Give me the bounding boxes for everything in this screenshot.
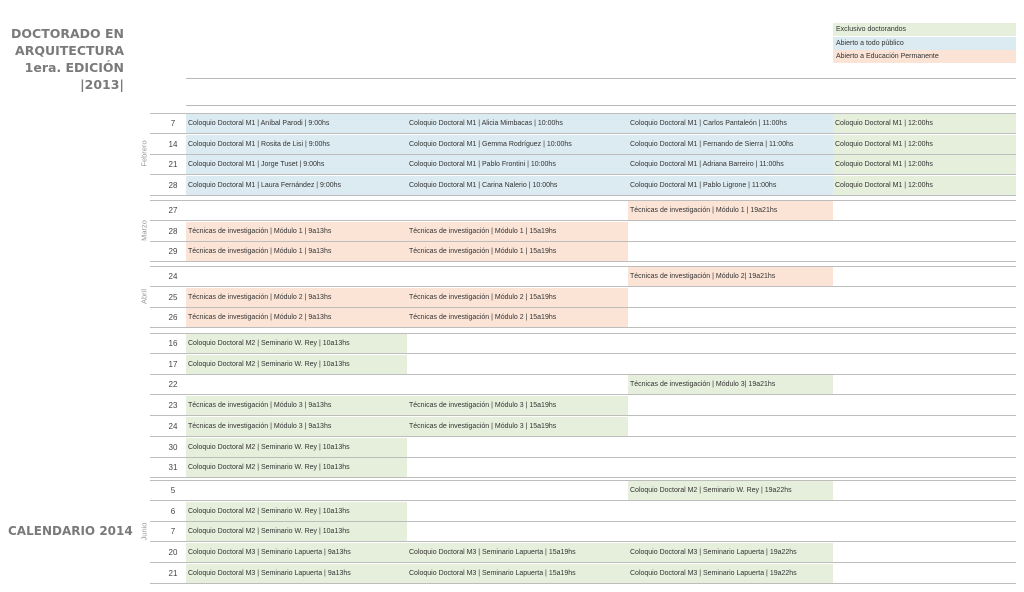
event-cell: Coloquio Doctoral M1 | 12:00hs bbox=[833, 176, 1016, 195]
calendar-row bbox=[150, 522, 1016, 541]
event-cell: Coloquio Doctoral M1 | Fernando de Sierra | 11:00hs bbox=[628, 135, 833, 154]
calendar-row bbox=[150, 114, 1016, 133]
event-cell: Coloquio Doctoral M1 | Adriana Barreiro | 11:00hs bbox=[628, 155, 833, 174]
legend-item-publico: Abierto a todo público bbox=[833, 37, 1016, 50]
event-cell: Coloquio Doctoral M1 | Jorge Tuset | 9:00hs bbox=[186, 155, 407, 174]
day-number-text: 27 bbox=[168, 206, 178, 215]
calendar-row bbox=[150, 375, 1016, 394]
event-cell: Coloquio Doctoral M1 | Carina Nalerio | 10:00hs bbox=[407, 176, 628, 195]
legend-item-educacion-permanente: Abierto a Educación Permanente bbox=[833, 50, 1016, 63]
row-separator bbox=[150, 327, 1016, 328]
calendar-row bbox=[150, 334, 1016, 353]
event-cell: Coloquio Doctoral M2 | Seminario W. Rey | 10a13hs bbox=[186, 438, 407, 457]
header-divider bbox=[186, 105, 1016, 106]
day-number bbox=[150, 543, 186, 562]
event-cell: Coloquio Doctoral M3 | Seminario Lapuerta | 19a22hs bbox=[628, 543, 833, 562]
calendar-row bbox=[150, 355, 1016, 374]
event-cell: Técnicas de investigación | Módulo 1 | 15a19hs bbox=[407, 222, 628, 241]
event-cell: Técnicas de investigación | Módulo 2 | 9a13hs bbox=[186, 288, 407, 307]
calendar-row bbox=[150, 222, 1016, 241]
day-number-text: 22 bbox=[168, 380, 178, 390]
day-number-text: 26 bbox=[168, 313, 178, 323]
month-label: Junio bbox=[139, 522, 149, 541]
calendar-row bbox=[150, 543, 1016, 562]
event-cell: Coloquio Doctoral M3 | Seminario Lapuerta | 19a22hs bbox=[628, 564, 833, 583]
day-number bbox=[150, 438, 186, 457]
calendar-row bbox=[150, 502, 1016, 521]
event-cell: Coloquio Doctoral M2 | Seminario W. Rey | 19a22hs bbox=[628, 481, 833, 500]
event-cell: Coloquio Doctoral M3 | Seminario Lapuerta | 15a19hs bbox=[407, 564, 628, 583]
event-cell: Técnicas de investigación | Módulo 1 | 9a13hs bbox=[186, 242, 407, 261]
event-cell: Coloquio Doctoral M2 | Seminario W. Rey | 10a13hs bbox=[186, 502, 407, 521]
event-cell: Coloquio Doctoral M1 | Pablo Ligrone | 11:00hs bbox=[628, 176, 833, 195]
day-number-text: 5 bbox=[170, 486, 176, 495]
day-number bbox=[150, 564, 186, 583]
event-cell: Coloquio Doctoral M1 | Carlos Pantaleón | 11:00hs bbox=[628, 114, 833, 133]
day-number-text: 14 bbox=[168, 139, 178, 149]
calendar-row bbox=[150, 417, 1016, 436]
day-number-text: 30 bbox=[168, 442, 178, 452]
event-cell: Coloquio Doctoral M1 | Pablo Frontini | 10:00hs bbox=[407, 155, 628, 174]
day-number bbox=[150, 375, 186, 394]
group-separator bbox=[150, 200, 1016, 201]
day-number-text: 25 bbox=[168, 292, 178, 302]
calendar-row bbox=[150, 288, 1016, 307]
event-cell: Técnicas de investigación | Módulo 2 | 15a19hs bbox=[407, 308, 628, 327]
event-cell: Coloquio Doctoral M1 | Rosita de Lisi | 9:00hs bbox=[186, 135, 407, 154]
event-cell: Coloquio Doctoral M1 | 12:00hs bbox=[833, 135, 1016, 154]
day-number-text: 24 bbox=[168, 421, 178, 431]
day-number bbox=[150, 502, 186, 521]
calendar-row bbox=[150, 481, 1016, 500]
day-number bbox=[150, 417, 186, 436]
calendar-row bbox=[150, 438, 1016, 457]
day-number-text: 16 bbox=[168, 339, 178, 348]
event-cell: Coloquio Doctoral M3 | Seminario Lapuerta | 15a19hs bbox=[407, 543, 628, 562]
day-number bbox=[150, 481, 186, 500]
event-cell: Coloquio Doctoral M2 | Seminario W. Rey | 10a13hs bbox=[186, 334, 407, 353]
day-number-text: 28 bbox=[168, 181, 178, 191]
event-cell: Técnicas de investigación | Módulo 2 | 15a19hs bbox=[407, 288, 628, 307]
event-cell: Técnicas de investigación | Módulo 3 | 9a13hs bbox=[186, 396, 407, 415]
row-separator bbox=[150, 261, 1016, 262]
row-separator bbox=[150, 583, 1016, 584]
month-label: Febrero bbox=[139, 140, 149, 168]
event-cell: Técnicas de investigación | Módulo 3 | 15a19hs bbox=[407, 396, 628, 415]
calendar-row bbox=[150, 564, 1016, 583]
day-number bbox=[150, 288, 186, 307]
event-cell: Coloquio Doctoral M2 | Seminario W. Rey | 10a13hs bbox=[186, 458, 407, 477]
event-cell: Técnicas de investigación | Módulo 3 | 9a13hs bbox=[186, 417, 407, 436]
day-number bbox=[150, 396, 186, 415]
event-cell: Coloquio Doctoral M3 | Seminario Lapuerta | 9a13hs bbox=[186, 564, 407, 583]
day-number bbox=[150, 522, 186, 541]
day-number-text: 24 bbox=[168, 272, 178, 281]
event-cell: Coloquio Doctoral M1 | Laura Fernández | 9:00hs bbox=[186, 176, 407, 195]
event-cell: Coloquio Doctoral M1 | 12:00hs bbox=[833, 114, 1016, 133]
event-cell: Técnicas de investigación | Módulo 1 | 19a21hs bbox=[628, 201, 833, 220]
day-number bbox=[150, 355, 186, 374]
day-number-text: 6 bbox=[170, 506, 176, 516]
day-number-text: 20 bbox=[168, 548, 178, 558]
month-label: Marzo bbox=[139, 220, 149, 241]
group-separator bbox=[150, 333, 1016, 334]
day-number-text: 7 bbox=[170, 119, 176, 128]
day-number bbox=[150, 222, 186, 241]
day-number bbox=[150, 155, 186, 174]
day-number-text: 29 bbox=[168, 247, 178, 257]
day-number bbox=[150, 458, 186, 477]
calendar-row bbox=[150, 155, 1016, 174]
group-separator bbox=[150, 113, 1016, 114]
day-number bbox=[150, 242, 186, 261]
day-number-text: 31 bbox=[168, 463, 178, 473]
group-separator bbox=[150, 266, 1016, 267]
title-line: |2013| bbox=[80, 77, 124, 92]
calendar-row bbox=[150, 135, 1016, 154]
event-cell: Coloquio Doctoral M2 | Seminario W. Rey | 10a13hs bbox=[186, 522, 407, 541]
day-number-text: 21 bbox=[168, 160, 178, 170]
day-number bbox=[150, 135, 186, 154]
calendar-row bbox=[150, 308, 1016, 327]
day-number-text: 21 bbox=[168, 568, 178, 578]
day-number bbox=[150, 176, 186, 195]
calendar-row bbox=[150, 201, 1016, 220]
event-cell: Técnicas de investigación | Módulo 3| 19a21hs bbox=[628, 375, 833, 394]
event-cell: Coloquio Doctoral M1 | Aníbal Parodi | 9:00hs bbox=[186, 114, 407, 133]
event-cell: Coloquio Doctoral M1 | Gemma Rodríguez | 10:00hs bbox=[407, 135, 628, 154]
event-cell: Coloquio Doctoral M2 | Seminario W. Rey | 10a13hs bbox=[186, 355, 407, 374]
event-cell: Técnicas de investigación | Módulo 2| 19a21hs bbox=[628, 267, 833, 286]
day-number bbox=[150, 267, 186, 286]
event-cell: Técnicas de investigación | Módulo 3 | 15a19hs bbox=[407, 417, 628, 436]
calendar-row bbox=[150, 267, 1016, 286]
month-label: Abril bbox=[139, 289, 149, 305]
event-cell: Técnicas de investigación | Módulo 1 | 9a13hs bbox=[186, 222, 407, 241]
title-line: 1era. EDICIÓN bbox=[24, 60, 124, 75]
calendar-row bbox=[150, 458, 1016, 477]
calendar-row bbox=[150, 396, 1016, 415]
row-separator bbox=[150, 477, 1016, 478]
day-number-text: 17 bbox=[168, 359, 178, 369]
event-cell: Coloquio Doctoral M1 | 12:00hs bbox=[833, 155, 1016, 174]
day-number bbox=[150, 308, 186, 327]
day-number-text: 23 bbox=[168, 401, 178, 411]
calendar-row bbox=[150, 242, 1016, 261]
event-cell: Coloquio Doctoral M1 | Alicia Mimbacas | 10:00hs bbox=[407, 114, 628, 133]
legend bbox=[833, 23, 1016, 64]
event-cell: Técnicas de investigación | Módulo 2 | 9a13hs bbox=[186, 308, 407, 327]
document-title bbox=[11, 25, 124, 93]
event-cell: Técnicas de investigación | Módulo 1 | 15a19hs bbox=[407, 242, 628, 261]
group-separator bbox=[150, 480, 1016, 481]
day-number bbox=[150, 334, 186, 353]
day-number bbox=[150, 114, 186, 133]
legend-item-doctorandos: Exclusivo doctorandos bbox=[833, 23, 1016, 36]
day-number-text: 7 bbox=[170, 527, 176, 537]
day-number bbox=[150, 201, 186, 220]
calendar-row bbox=[150, 176, 1016, 195]
day-number-text: 28 bbox=[168, 226, 178, 236]
header-divider bbox=[186, 78, 1016, 79]
row-separator bbox=[150, 195, 1016, 196]
event-cell: Coloquio Doctoral M3 | Seminario Lapuerta | 9a13hs bbox=[186, 543, 407, 562]
title-line: DOCTORADO EN bbox=[11, 26, 124, 41]
calendar-year-title: CALENDARIO 2014 bbox=[8, 524, 133, 538]
title-line: ARQUITECTURA bbox=[15, 43, 124, 58]
